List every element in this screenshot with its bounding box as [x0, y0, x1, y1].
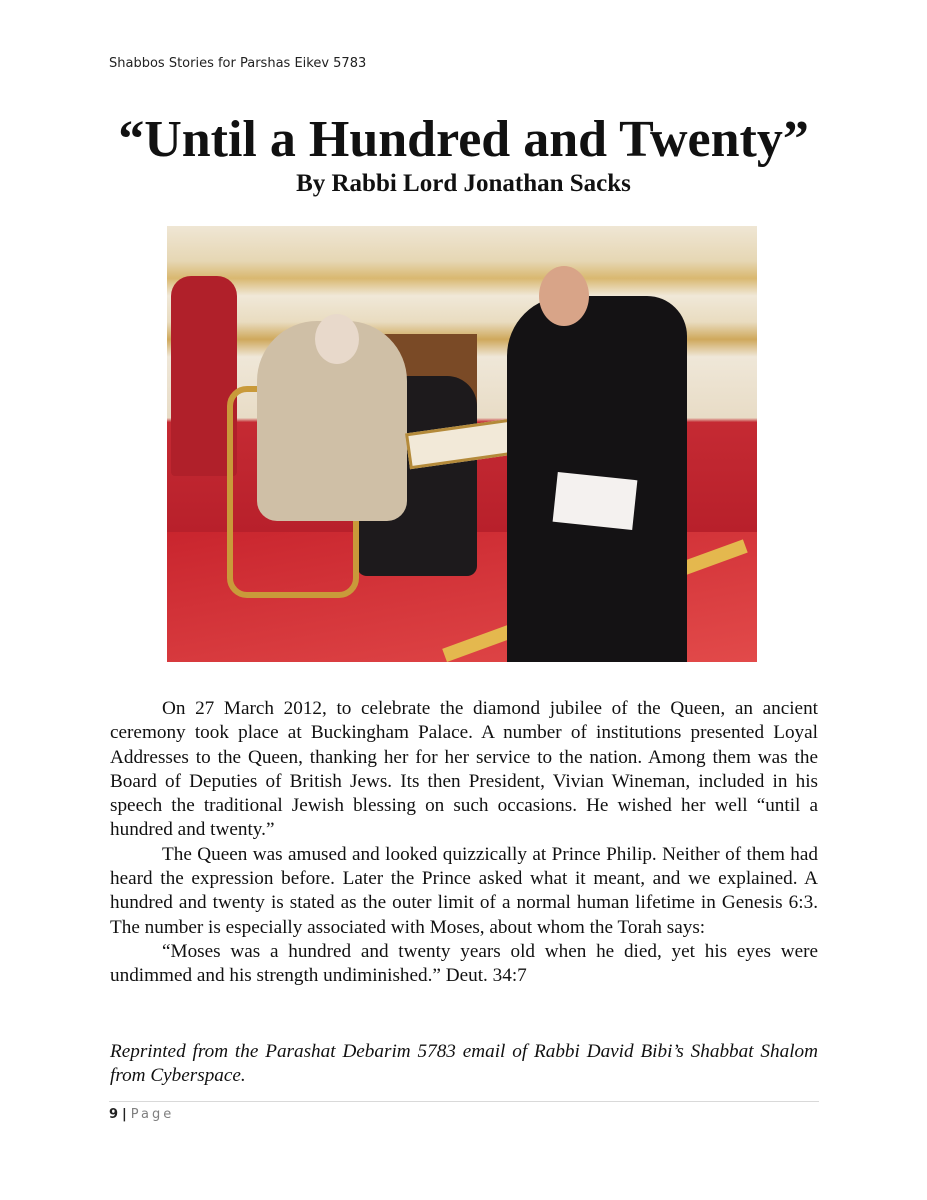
paragraph: “Moses was a hundred and twenty years old when he died, yet his eyes were undimmed and his strength undiminished.” Deut. 34:7	[110, 940, 818, 987]
photo-paper	[553, 472, 638, 530]
article-body	[110, 697, 818, 989]
footer-divider	[109, 1101, 819, 1102]
paragraph: On 27 March 2012, to celebrate the diamond jubilee of the Queen, an ancient ceremony took place at Buckingham Palace. A number of institutions presented Loyal Addresses to the Queen, thanking her for her service to the nation. Among them was the Board of Deputies of British Jews. Its then President, Vivian Wineman, included in his speech the traditional Jewish blessing on such occasions. He wished her well “until a hundred and twenty.”	[110, 698, 818, 841]
photo-queen-head	[315, 314, 359, 364]
page-footer	[109, 1107, 174, 1122]
footer-separator: |	[122, 1107, 127, 1122]
paragraph: The Queen was amused and looked quizzically at Prince Philip. Neither of them had heard the expression before. Later the Prince asked what it meant, and we explained. A hundred and twenty is stated as the outer limit of a normal human lifetime in Genesis 6:3. The number is especially associated with Moses, about whom the Torah says:	[110, 843, 818, 938]
ceremony-photo	[167, 226, 757, 662]
reprint-credit: Reprinted from the Parashat Debarim 5783 email of Rabbi David Bibi’s Shabbat Shalom from Cyberspace.	[110, 1041, 818, 1086]
article-title: “Until a Hundred and Twenty”	[118, 111, 809, 168]
page-number: 9	[109, 1107, 119, 1122]
running-header: Shabbos Stories for Parshas Eikev 5783	[109, 56, 367, 71]
page-label: Page	[130, 1107, 175, 1122]
article-byline: By Rabbi Lord Jonathan Sacks	[296, 170, 631, 197]
photo-standing-man-head	[539, 266, 589, 326]
